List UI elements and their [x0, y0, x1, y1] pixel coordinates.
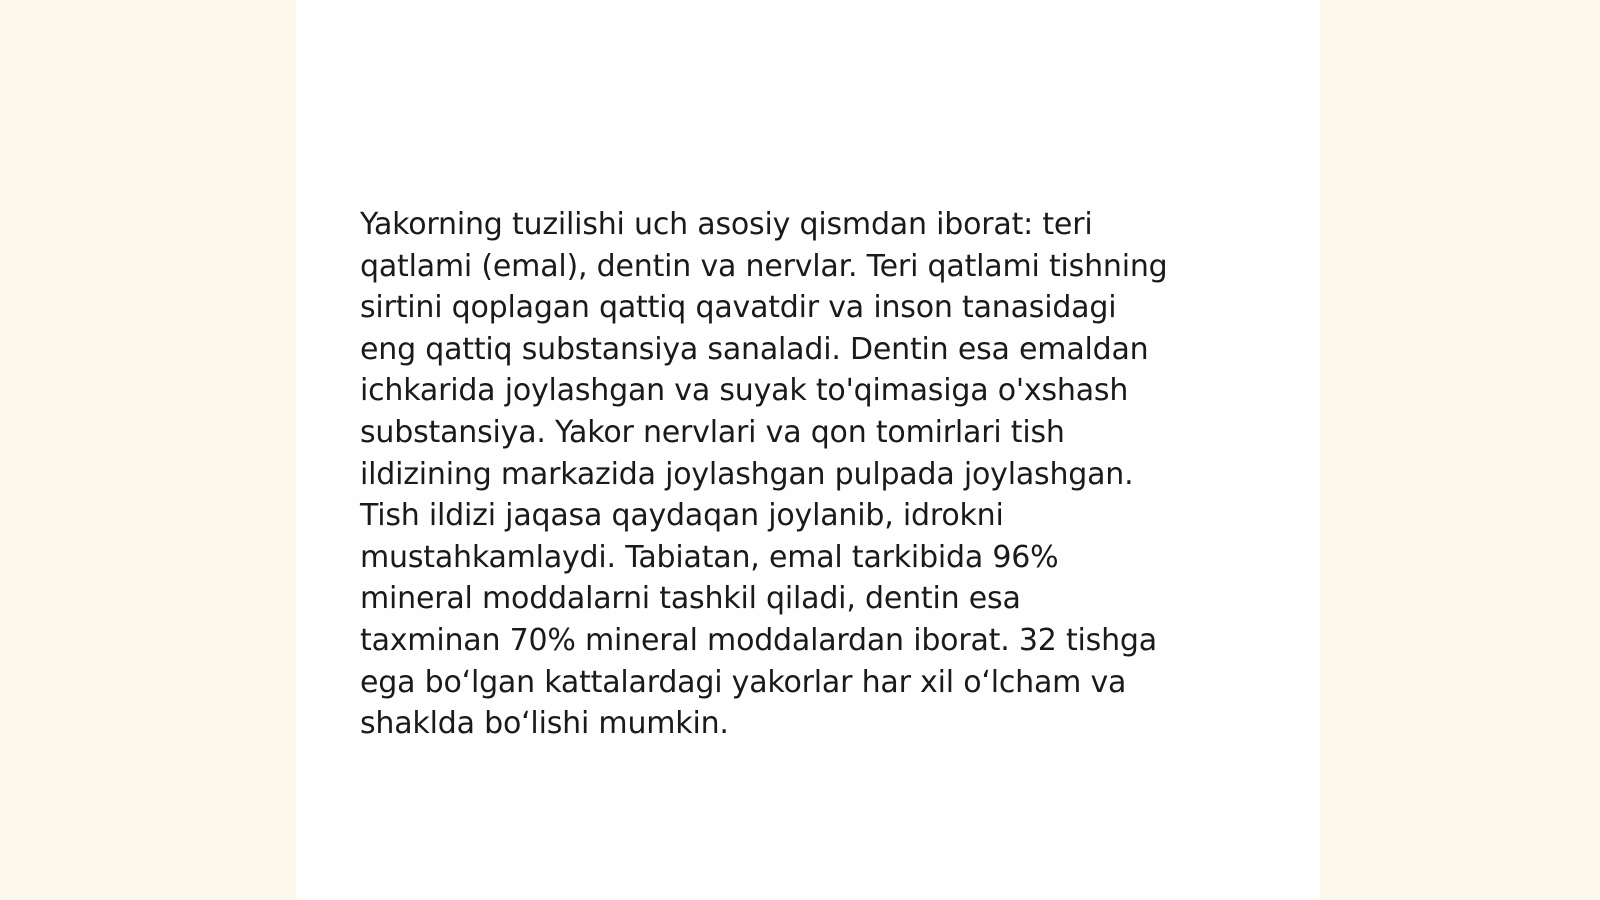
paragraph-line: mustahkamlaydi. Tabiatan, emal tarkibida 96%	[360, 539, 1059, 575]
paragraph-line: eng qattiq substansiya sanaladi. Dentin esa emaldan	[360, 331, 1149, 367]
paragraph-line: ega boʻlgan kattalardagi yakorlar har xil oʻlcham va	[360, 664, 1127, 700]
slide-paragraph	[360, 204, 1260, 745]
paragraph-line: shaklda boʻlishi mumkin.	[360, 706, 729, 742]
paragraph-line: ildizining markazida joylashgan pulpada joylashgan.	[360, 456, 1134, 492]
paragraph-line: substansiya. Yakor nervlari va qon tomirlari tish	[360, 414, 1065, 450]
paragraph-line: qatlami (emal), dentin va nervlar. Teri qatlami tishning	[360, 248, 1168, 284]
paragraph-line: mineral moddalarni tashkil qiladi, dentin esa	[360, 581, 1021, 617]
paragraph-line: taxminan 70% mineral moddalardan iborat. 32 tishga	[360, 622, 1157, 658]
paragraph-line: sirtini qoplagan qattiq qavatdir va inson tanasidagi	[360, 290, 1117, 326]
paragraph-line: Yakorning tuzilishi uch asosiy qismdan iborat: teri	[360, 207, 1093, 242]
slide-canvas	[296, 0, 1320, 900]
paragraph-line: ichkarida joylashgan va suyak to'qimasiga o'xshash	[360, 373, 1129, 409]
paragraph-line: Tish ildizi jaqasa qaydaqan joylanib, idrokni	[360, 498, 1004, 534]
